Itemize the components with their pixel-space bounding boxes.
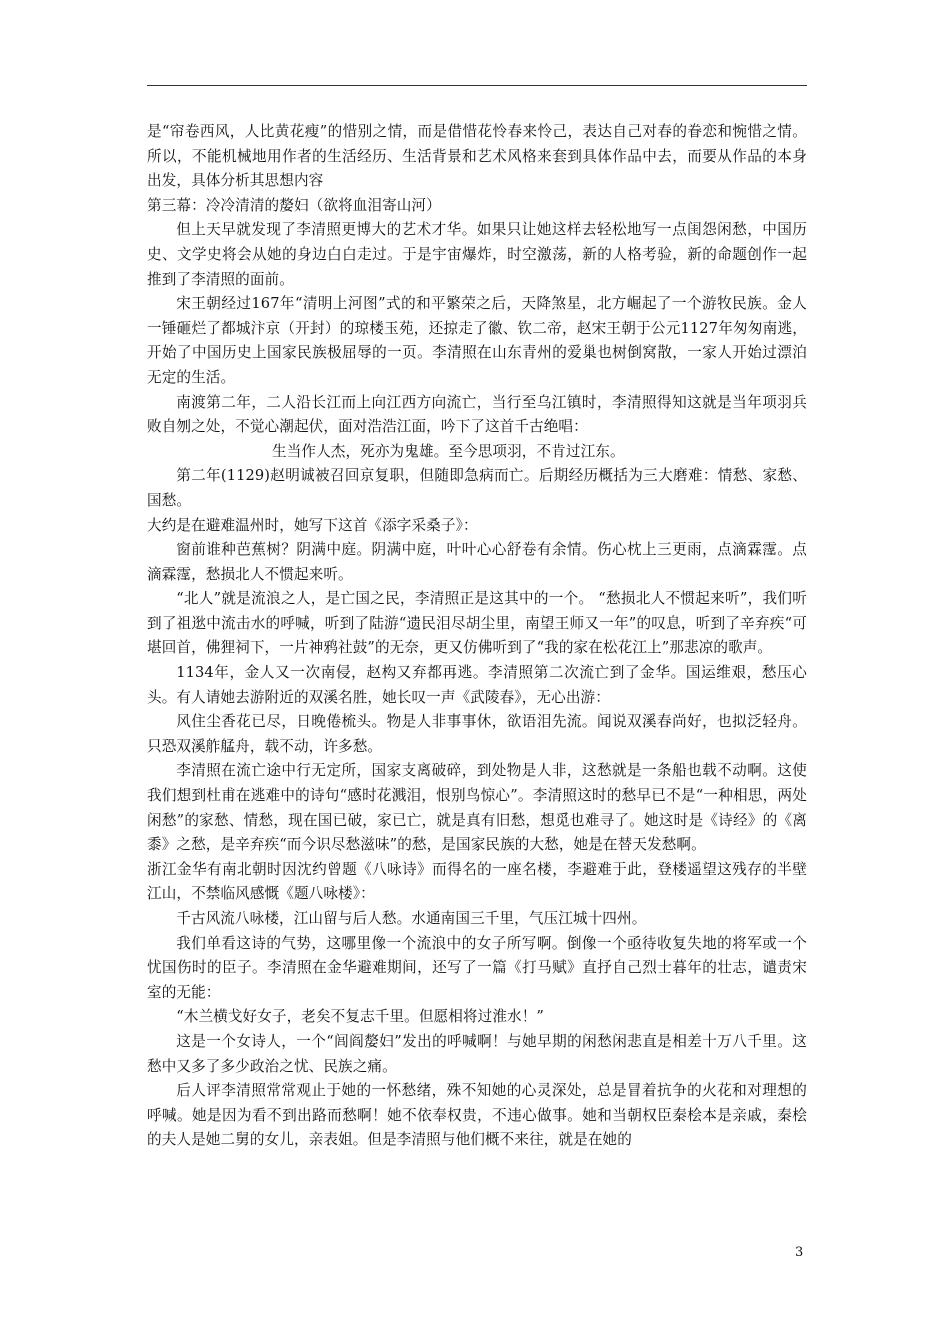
header-rule <box>147 85 807 86</box>
section-heading: 第三幕：冷冷清清的嫠妇（欲将血泪寄山河） <box>147 196 441 214</box>
poem-xiaji-jueju: 生当作人杰，死亦为鬼雄。至今思项羽，不肯过江东。 <box>272 442 625 460</box>
paragraph-16: 我们单看这诗的气势，这哪里像一个流浪中的女子所写啊。倒像一个亟待收复失地的将军或一个忧国伤时的臣子。李清照在金华避难期间，还写了一篇《打马赋》直抒自己烈士暮年的壮志，谴责宋室的无能： <box>147 934 807 1001</box>
paragraph-5: 南渡第二年，二人沿长江而上向江西方向流亡，当行至乌江镇时，李清照得知这就是当年项羽兵败自刎之处，不觉心潮起伏，面对浩浩江面，吟下了这首千古绝唱： <box>147 393 807 436</box>
document-body <box>147 120 807 1153</box>
poem-wulingchun: 风住尘香花已尽，日晚倦梳头。物是人非事事休，欲语泪先流。闻说双溪春尚好，也拟泛轻舟。只恐双溪舴艋舟，载不动，许多愁。 <box>147 713 807 755</box>
paragraph-1: 是“帘卷西风，人比黄花瘦”的惜别之情，而是借惜花怜春来怜己，表达自己对春的眷恋和惋惜之情。所以，不能机械地用作者的生活经历、生活背景和艺术风格来套到具体作品中去，而要从作品的本身出发，具体分析其思想内容 <box>147 123 807 190</box>
paragraph-8: 大约是在避难温州时，她写下这首《添字采桑子》： <box>147 516 478 534</box>
paragraph-7: 第二年(1129)赵明诚被召回京复职，但随即急病而亡。后期经历概括为三大磨难：情愁、家愁、国愁。 <box>147 467 807 509</box>
paragraph-4: 宋王朝经过167年“清明上河图”式的和平繁荣之后，天降煞星，北方崛起了一个游牧民族。金人一锤砸烂了都城汴京（开封）的琼楼玉苑，还掠走了徽、钦二帝，赵宋王朝于公元1127年匆匆南逃，开始了中国历史上国家民族极屈辱的一页。李清照在山东青州的爱巢也树倒窝散，一家人开始过漂泊无定的生活。 <box>147 295 807 386</box>
paragraph-13: 李清照在流亡途中行无定所，国家支离破碎，到处物是人非，这愁就是一条船也载不动啊。这使我们想到杜甫在逃难中的诗句“感时花溅泪，恨别鸟惊心”。李清照这时的愁早已不是“一种相思，两处闲愁”的家愁、情愁，现在国已破，家已亡，就是真有旧愁，想觅也难寻了。她这时是《诗经》的《离黍》之愁，是辛弃疾“而今识尽愁滋味”的愁，是国家民族的大愁，她是在替天发愁啊。 <box>147 762 807 854</box>
page-number: 3 <box>795 1245 804 1260</box>
poem-tianzi-caisangzi: 窗前谁种芭蕉树？阴满中庭。阴满中庭，叶叶心心舒卷有余情。伤心枕上三更雨，点滴霖霪。点滴霖霪，愁损北人不惯起来听。 <box>147 541 807 583</box>
paragraph-10: “北人”就是流浪之人，是亡国之民，李清照正是这其中的一个。 “愁损北人不惯起来听”，我们听到了祖逖中流击水的呼喊，听到了陆游“遗民泪尽胡尘里，南望王师又一年”的叹息，听到了辛弃疾“可堪回首，佛狸祠下，一片神鸦社鼓”的无奈，更又仿佛听到了“我的家在松花江上”那悲凉的歌声。 <box>147 590 807 657</box>
poem-ti-bayonglou: 千古风流八咏楼，江山留与后人愁。水通南国三千里，气压江城十四州。 <box>176 910 647 927</box>
paragraph-3: 但上天早就发现了李清照更博大的艺术才华。如果只让她这样去轻松地写一点闺怨闲愁，中国历史、文学史将会从她的身边白白走过。于是宇宙爆炸，时空激荡，新的人格考验，新的命题创作一起推到了李清照的面前。 <box>147 221 807 288</box>
paragraph-19: 后人评李清照常常观止于她的一怀愁绪，殊不知她的心灵深处，总是冒着抗争的火花和对理想的呼喊。她是因为看不到出路而愁啊！她不依奉权贵，不违心做事。她和当朝权臣秦桧本是亲戚，秦桧的夫人是她二舅的女儿，亲表姐。但是李清照与他们概不来往，就是在她的 <box>147 1082 807 1149</box>
paragraph-18: 这是一个女诗人，一个“闾阎嫠妇”发出的呼喊啊！与她早期的闲愁闲悲直是相差十万八千里。这愁中又多了多少政治之忧、民族之痛。 <box>147 1032 807 1075</box>
paragraph-14: 浙江金华有南北朝时因沈约曾题《八咏诗》而得名的一座名楼，李避难于此，登楼遥望这残存的半壁江山，不禁临风感慨《题八咏楼》： <box>147 860 807 903</box>
paragraph-11: 1134年，金人又一次南侵，赵构又弃都再逃。李清照第二次流亡到了金华。国运维艰，愁压心头。有人请她去游附近的双溪名胜，她长叹一声《武陵春》，无心出游： <box>147 664 807 706</box>
quote-dama-fu: “木兰横戈好女子，老矣不复志千里。但愿相将过淮水！” <box>176 1008 544 1026</box>
